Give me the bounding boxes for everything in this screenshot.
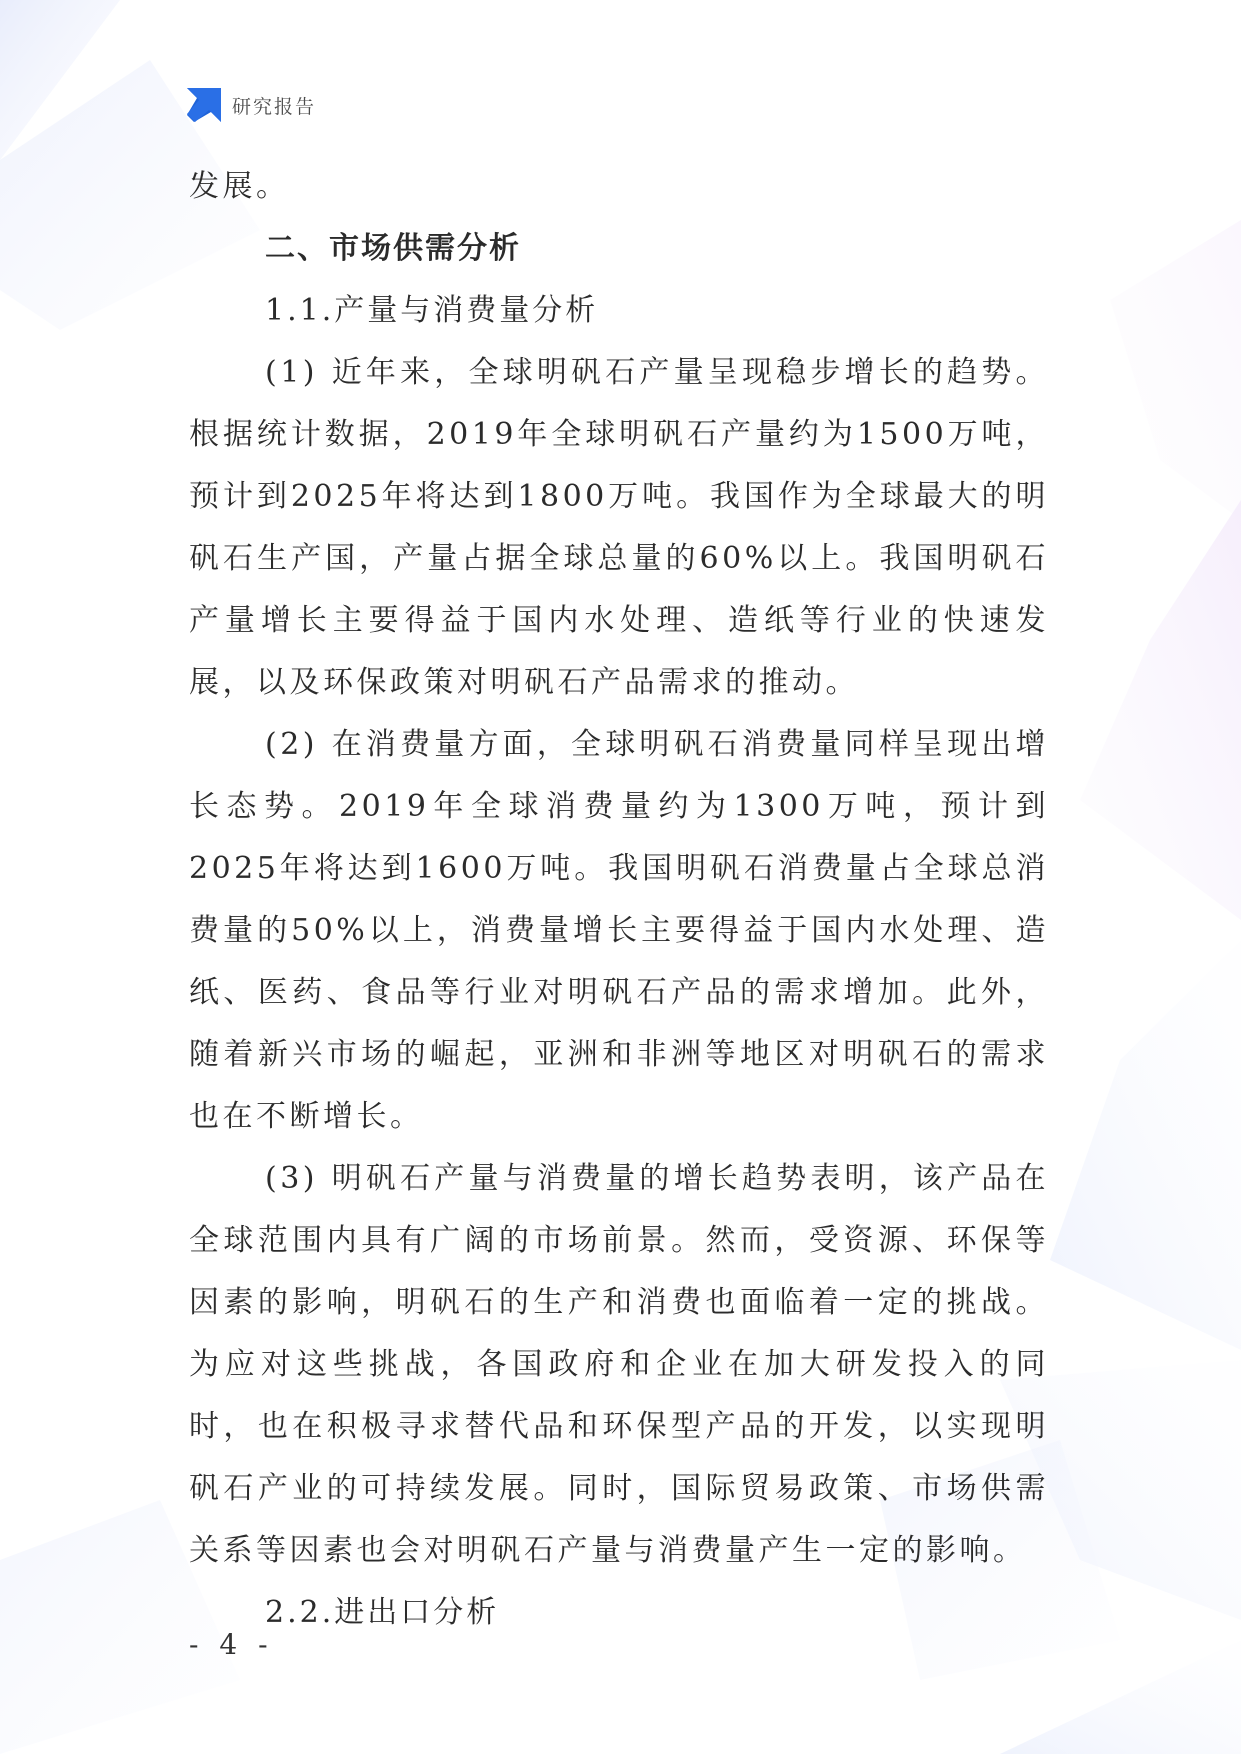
header-title: 研究报告 bbox=[232, 95, 317, 118]
paragraph: (1) 近年来，全球明矾石产量呈现稳步增长的趋势。根据统计数据，2019年全球明矾石产量约为1500万吨，预计到2025年将达到1800万吨。我国作为全球最大的明矾石生产国，产量占据全球总量的60%以上。我国明矾石产量增长主要得益于国内水处理、造纸等行业的快速发展，以及环保政策对明矾石产品需求的推动。 bbox=[189, 355, 1049, 700]
subsection-heading: 1.1.产量与消费量分析 bbox=[265, 293, 599, 328]
document-body bbox=[189, 156, 1049, 1644]
subsection-heading: 2.2.进出口分析 bbox=[265, 1595, 500, 1630]
paragraph: (3) 明矾石产量与消费量的增长趋势表明，该产品在全球范围内具有广阔的市场前景。然而，受资源、环保等因素的影响，明矾石的生产和消费也面临着一定的挑战。为应对这些挑战，各国政府和企业在加大研发投入的同时，也在积极寻求替代品和环保型产品的开发，以实现明矾石产业的可持续发展。同时，国际贸易政策、市场供需关系等因素也会对明矾石产量与消费量产生一定的影响。 bbox=[189, 1161, 1049, 1568]
arrow-up-right-icon bbox=[187, 88, 221, 122]
page-header bbox=[187, 88, 316, 122]
section-heading: 二、市场供需分析 bbox=[265, 231, 521, 266]
paragraph: (2) 在消费量方面，全球明矾石消费量同样呈现出增长态势。2019年全球消费量约为1300万吨，预计到2025年将达到1600万吨。我国明矾石消费量占全球总消费量的50%以上，消费量增长主要得益于国内水处理、造纸、医药、食品等行业对明矾石产品的需求增加。此外，随着新兴市场的崛起，亚洲和非洲等地区对明矾石的需求也在不断增长。 bbox=[189, 727, 1049, 1134]
lead-fragment: 发展。 bbox=[189, 169, 290, 204]
page-number: - 4 - bbox=[189, 1628, 274, 1661]
